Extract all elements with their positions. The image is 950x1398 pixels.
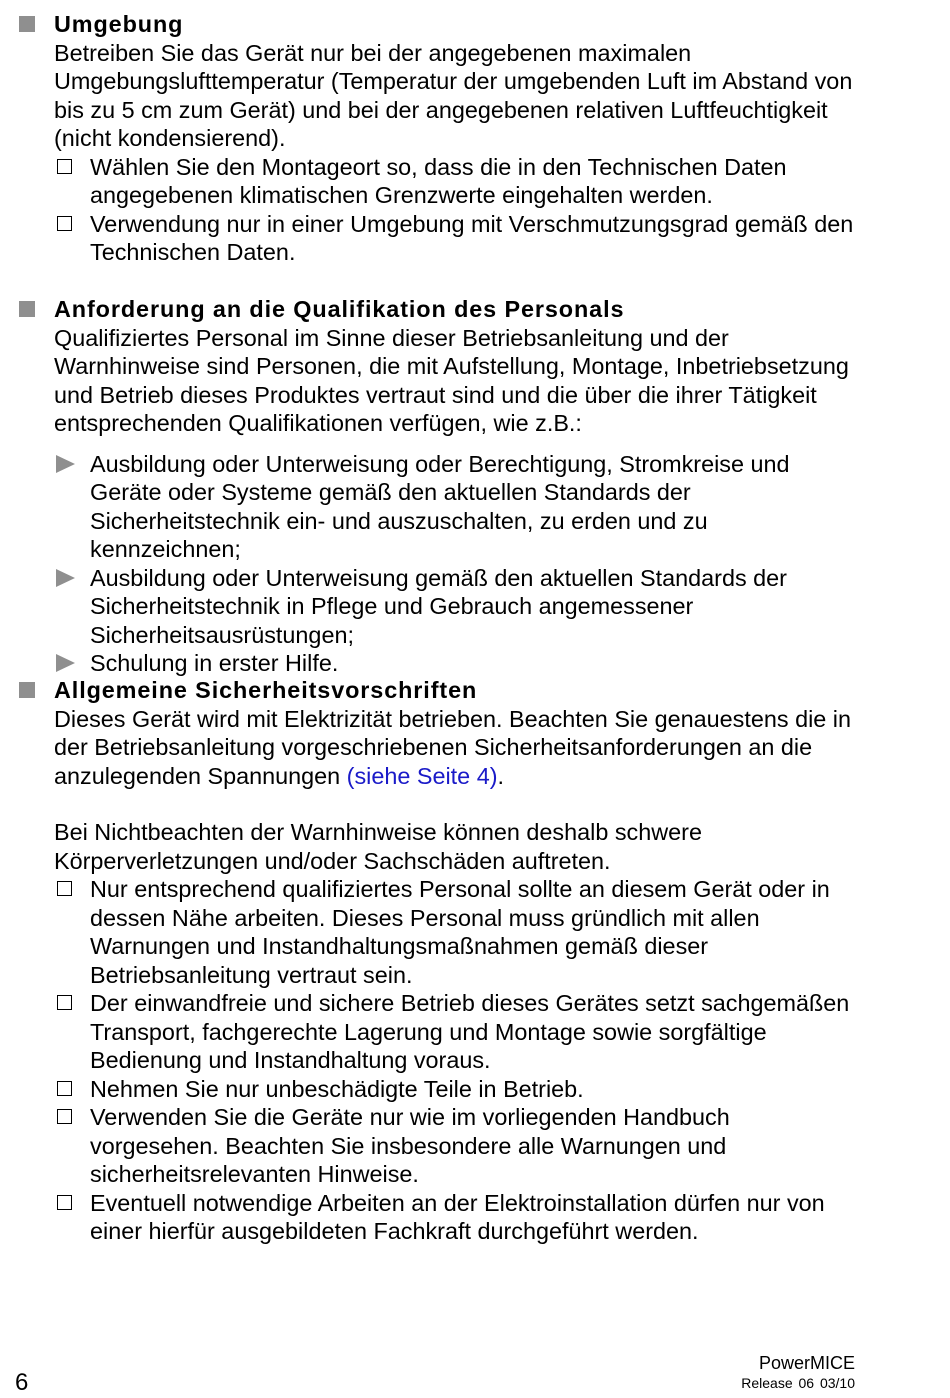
section-title: Umgebung [54, 11, 184, 37]
triangle-bullet-icon [56, 455, 75, 473]
checkbox-bullet-icon [57, 995, 72, 1010]
checkbox-bullet-icon [57, 1195, 72, 1210]
intro-end: . [497, 762, 504, 789]
checkbox-bullet-icon [57, 216, 72, 231]
page-reference-link[interactable]: (siehe Seite 4) [346, 762, 498, 789]
list-item-text: Der einwandfreie und sichere Betrieb dieses Gerätes setzt sachgemäßen Transport, fachgerechte Lagerung und Montage sowie sorgfältige Bedienung und Instandhaltung voraus. [90, 990, 850, 1073]
list-item-text: Verwendung nur in einer Umgebung mit Verschmutzungsgrad gemäß den Technischen Daten. [90, 210, 854, 265]
list-item-text: Schulung in erster Hilfe. [90, 650, 339, 676]
square-bullet-icon [19, 301, 35, 317]
section-sicherheitsvorschriften [0, 676, 950, 1246]
list-item [0, 875, 860, 989]
list-item-text: Nur entsprechend qualifiziertes Personal sollte an diesem Gerät oder in dessen Nähe arbeiten. Dieses Personal muss gründlich mit allen Warnungen und Instandhaltungsmaßnahmen gemäß dieser Betriebsanleitung vertraut sein. [90, 876, 830, 988]
intro-text: Dieses Gerät wird mit Elektrizität betrieben. Beachten Sie genauestens die in der Betriebsanleitung vorgeschriebenen Sicherheitsanforderungen an die anzulegenden Spannungen [54, 705, 851, 789]
list-item-text: Wählen Sie den Montageort so, dass die in den Technischen Daten angegebenen klimatischen Grenzwerte eingehalten werden. [90, 153, 787, 208]
checkbox-bullet-icon [57, 1081, 72, 1096]
page-number: 6 [15, 1369, 29, 1396]
section-qualifikation [0, 295, 950, 678]
section-umgebung [0, 10, 950, 267]
list-item-text: Verwenden Sie die Geräte nur wie im vorliegenden Handbuch vorgesehen. Beachten Sie insbesondere alle Warnungen und sicherheitsrelevanten Hinweise. [90, 1104, 730, 1187]
list-item [0, 450, 860, 564]
list-item [0, 153, 860, 210]
list-item-text: Nehmen Sie nur unbeschädigte Teile in Betrieb. [90, 1075, 584, 1102]
section-title: Anforderung an die Qualifikation des Personals [54, 296, 625, 322]
section-heading [0, 295, 950, 324]
list-item [0, 1075, 860, 1104]
section-title: Allgemeine Sicherheitsvorschriften [54, 677, 478, 703]
checkbox-bullet-icon [57, 159, 72, 174]
list-item [0, 1189, 860, 1246]
square-bullet-icon [19, 16, 35, 32]
section-intro: Betreiben Sie das Gerät nur bei der angegebenen maximalen Umgebungslufttemperatur (Temperatur der umgebenden Luft im Abstand von bis zu 5 cm zum Gerät) und bei der angegebenen relativen Luftfeuchtigkeit (nicht kondensierend). [54, 39, 853, 151]
section-intro: Qualifiziertes Personal im Sinne dieser Betriebsanleitung und der Warnhinweise sind Personen, die mit Aufstellung, Montage, Inbetriebsetzung und Betrieb dieses Produktes vertraut sind und die über die ihrer Tätigkeit entsprechenden Qualifikationen verfügen, wie z.B.: [54, 324, 849, 436]
section-heading [0, 676, 950, 705]
triangle-bullet-icon [56, 569, 75, 587]
section-heading [0, 10, 950, 39]
list-item-text: Eventuell notwendige Arbeiten an der Elektroinstallation dürfen nur von einer hierfür ausgebildeten Fachkraft durchgeführt werden. [90, 1189, 825, 1244]
list-item [0, 564, 860, 650]
list-item [0, 210, 860, 267]
release-info: Release 06 03/10 [741, 1375, 855, 1391]
product-name: PowerMICE [758, 1353, 855, 1373]
list-item [0, 1103, 860, 1189]
checkbox-bullet-icon [57, 1109, 72, 1124]
list-item [0, 649, 860, 678]
square-bullet-icon [19, 682, 35, 698]
list-item-text: Ausbildung oder Unterweisung oder Berechtigung, Stromkreise und Geräte oder Systeme gemäß den aktuellen Standards der Sicherheitstechnik ein- und auszuschalten, zu erden und zu kennzeichnen; [90, 450, 790, 562]
checkbox-bullet-icon [57, 881, 72, 896]
triangle-bullet-icon [56, 654, 75, 672]
section-intro [0, 705, 854, 791]
list-item [0, 989, 860, 1075]
section-intro-2: Bei Nichtbeachten der Warnhinweise können deshalb schwere Körperverletzungen und/oder Sachschäden auftreten. [54, 819, 702, 874]
list-item-text: Ausbildung oder Unterweisung gemäß den aktuellen Standards der Sicherheitstechnik in Pflege und Gebrauch angemessener Sicherheitsausrüstungen; [90, 564, 787, 648]
